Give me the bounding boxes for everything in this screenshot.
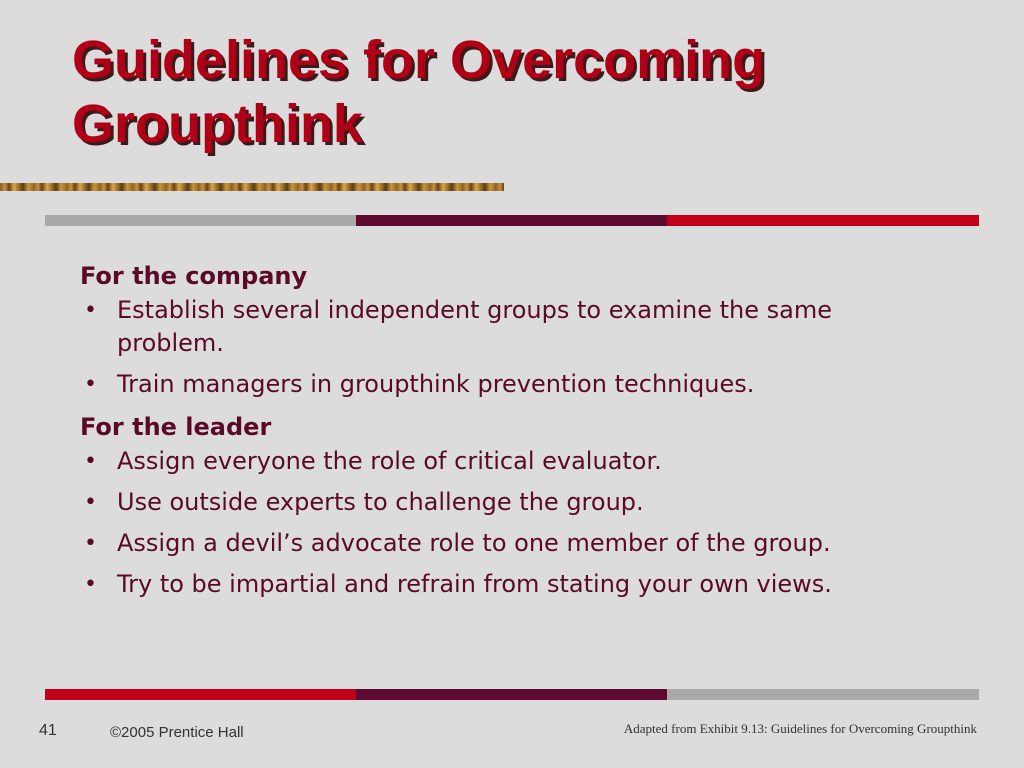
divider-top-maroon-segment [356,215,667,226]
decorative-texture-bar [0,183,504,191]
bullet-item [80,568,900,601]
source-citation: Adapted from Exhibit 9.13: Guidelines for Overcoming Groupthink [623,721,977,736]
section-heading-leader: For the leader [80,413,272,441]
bullet-text: Train managers in groupthink prevention techniques. [117,370,755,398]
divider-bottom-gray-segment [667,689,979,700]
bullet-marker: • [84,372,97,397]
bullet-text: Try to be impartial and refrain from stating your own views. [117,570,832,598]
bullet-marker: • [84,531,97,556]
divider-bottom-red-segment [45,689,356,700]
slide-body [80,258,900,609]
bullet-text: Assign everyone the role of critical evaluator. [117,447,662,475]
bullet-marker: • [84,490,97,515]
bullet-item [80,368,900,401]
bullet-item [80,445,900,478]
bullet-marker: • [84,449,97,474]
bullet-marker: • [84,572,97,597]
bullet-item [80,486,900,519]
slide-title [72,28,972,156]
section-heading-company: For the company [80,262,308,290]
divider-bottom [45,689,979,700]
slide-title-line-2: Groupthink [72,94,363,154]
bullet-item [80,527,900,560]
divider-top-gray-segment [45,215,356,226]
slide-title-line-1: Guidelines for Overcoming [72,30,766,90]
copyright-text: ©2005 Prentice Hall [110,724,244,741]
bullet-item [80,294,900,360]
company-bullet-list [80,294,900,401]
divider-top-red-segment [667,215,979,226]
divider-top [45,215,979,226]
bullet-text: Assign a devil’s advocate role to one member of the group. [117,529,831,557]
divider-bottom-maroon-segment [356,689,667,700]
bullet-text: Establish several independent groups to examine the same problem. [117,296,832,357]
leader-bullet-list [80,445,900,601]
slide-number: 41 [39,722,57,739]
bullet-marker: • [84,298,97,323]
bullet-text: Use outside experts to challenge the group. [117,488,644,516]
